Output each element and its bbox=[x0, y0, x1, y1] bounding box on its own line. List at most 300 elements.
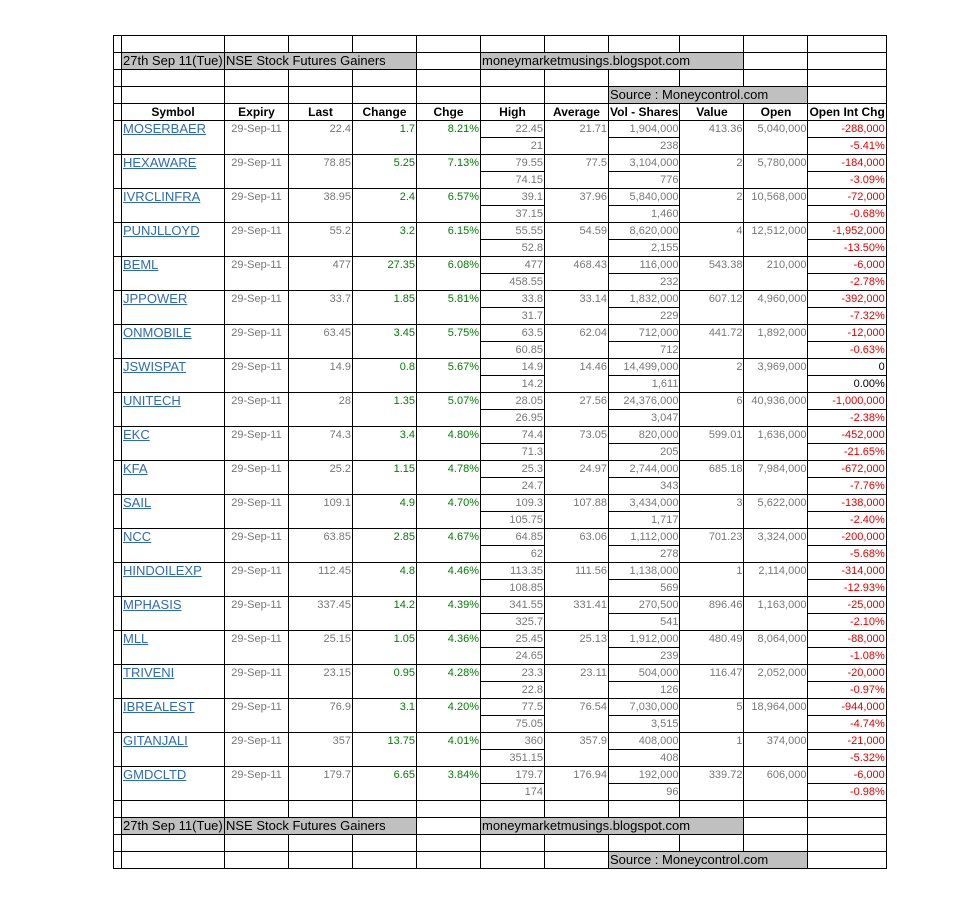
symbol-cell-blank bbox=[122, 206, 225, 223]
low-cell: 105.75 bbox=[481, 512, 545, 529]
blank-cell bbox=[289, 274, 353, 291]
vol-cell: 1,912,000 bbox=[609, 631, 680, 648]
oi-pct-cell: 0.00% bbox=[808, 376, 886, 393]
oi-pct-cell: -13.50% bbox=[808, 240, 886, 257]
average-cell: 331.41 bbox=[545, 597, 609, 614]
blank-cell bbox=[680, 784, 744, 801]
table-row-secondary bbox=[114, 274, 887, 291]
oi-change-cell: -72,000 bbox=[808, 189, 886, 206]
change-cell: 14.2 bbox=[353, 597, 417, 614]
average-cell: 37.96 bbox=[545, 189, 609, 206]
high-cell: 477 bbox=[481, 257, 545, 274]
empty-cell bbox=[680, 835, 744, 852]
vol-cell: 1,112,000 bbox=[609, 529, 680, 546]
symbol-cell bbox=[122, 325, 225, 342]
symbol-link[interactable]: NCC bbox=[123, 529, 152, 545]
open-cell: 374,000 bbox=[744, 733, 808, 750]
symbol-link[interactable]: MOSERBAER bbox=[123, 121, 207, 137]
vol-cell: 192,000 bbox=[609, 767, 680, 784]
expiry-cell: 29-Sep-11 bbox=[225, 631, 289, 648]
blank-cell bbox=[289, 206, 353, 223]
high-cell: 109.3 bbox=[481, 495, 545, 512]
table-row bbox=[114, 257, 887, 274]
symbol-link[interactable]: MLL bbox=[123, 631, 149, 647]
open-cell: 12,512,000 bbox=[744, 223, 808, 240]
spacer-cell bbox=[114, 495, 122, 512]
blank-cell bbox=[225, 750, 289, 767]
blank-cell bbox=[353, 716, 417, 733]
change-cell: 1.15 bbox=[353, 461, 417, 478]
expiry-cell: 29-Sep-11 bbox=[225, 257, 289, 274]
spacer-cell bbox=[114, 733, 122, 750]
symbol-link[interactable]: GMDCLTD bbox=[123, 767, 187, 783]
spacer-cell bbox=[114, 342, 122, 359]
oi-change-cell: -672,000 bbox=[808, 461, 886, 478]
vol-secondary-cell: 569 bbox=[609, 580, 680, 597]
symbol-link[interactable]: KFA bbox=[123, 461, 148, 477]
blank-cell bbox=[417, 512, 481, 529]
symbol-cell bbox=[122, 733, 225, 750]
table-row-secondary bbox=[114, 648, 887, 665]
table-row-secondary bbox=[114, 308, 887, 325]
chge-cell: 4.28% bbox=[417, 665, 481, 682]
high-cell: 28.05 bbox=[481, 393, 545, 410]
blank-cell bbox=[225, 580, 289, 597]
spacer-cell bbox=[114, 291, 122, 308]
blank-cell bbox=[744, 682, 808, 699]
vol-secondary-cell: 229 bbox=[609, 308, 680, 325]
blank-cell bbox=[289, 172, 353, 189]
oi-change-cell: -1,952,000 bbox=[808, 223, 886, 240]
table-row-secondary bbox=[114, 716, 887, 733]
symbol-cell bbox=[122, 121, 225, 138]
average-cell: 107.88 bbox=[545, 495, 609, 512]
value-cell: 2 bbox=[680, 359, 744, 376]
low-cell: 458.55 bbox=[481, 274, 545, 291]
empty-cell bbox=[481, 801, 545, 818]
symbol-link[interactable]: PUNJLLOYD bbox=[123, 223, 200, 239]
last-cell: 63.45 bbox=[289, 325, 353, 342]
symbol-link[interactable]: GITANJALI bbox=[123, 733, 188, 749]
symbol-link[interactable]: BEML bbox=[123, 257, 159, 273]
symbol-cell bbox=[122, 427, 225, 444]
table-row bbox=[114, 529, 887, 546]
table-row-secondary bbox=[114, 614, 887, 631]
footer-source-label: Source : Moneycontrol.com bbox=[609, 852, 808, 869]
symbol-link[interactable]: HINDOILEXP bbox=[123, 563, 202, 579]
column-header: Open bbox=[744, 104, 808, 121]
blank-cell bbox=[680, 240, 744, 257]
empty-cell bbox=[353, 835, 417, 852]
blank-cell bbox=[353, 614, 417, 631]
symbol-cell bbox=[122, 359, 225, 376]
symbol-link[interactable]: ONMOBILE bbox=[123, 325, 192, 341]
symbol-cell bbox=[122, 767, 225, 784]
spacer-cell bbox=[114, 172, 122, 189]
expiry-cell: 29-Sep-11 bbox=[225, 767, 289, 784]
blank-cell bbox=[289, 648, 353, 665]
symbol-cell-blank bbox=[122, 274, 225, 291]
open-cell: 210,000 bbox=[744, 257, 808, 274]
oi-pct-cell: -0.98% bbox=[808, 784, 886, 801]
table-row-secondary bbox=[114, 240, 887, 257]
symbol-link[interactable]: JPPOWER bbox=[123, 291, 188, 307]
oi-pct-cell: -12.93% bbox=[808, 580, 886, 597]
open-cell: 18,964,000 bbox=[744, 699, 808, 716]
value-cell: 599.01 bbox=[680, 427, 744, 444]
last-cell: 357 bbox=[289, 733, 353, 750]
symbol-cell-blank bbox=[122, 614, 225, 631]
blank-cell bbox=[680, 682, 744, 699]
last-cell: 33.7 bbox=[289, 291, 353, 308]
chge-cell: 6.08% bbox=[417, 257, 481, 274]
symbol-link[interactable]: IBREALEST bbox=[123, 699, 195, 715]
footer-date-label: 27th Sep 11(Tue) bbox=[123, 818, 223, 833]
low-cell: 325.7 bbox=[481, 614, 545, 631]
chge-cell: 4.01% bbox=[417, 733, 481, 750]
blank-cell bbox=[744, 750, 808, 767]
spacer-cell bbox=[114, 614, 122, 631]
empty-cell bbox=[808, 818, 886, 835]
low-cell: 62 bbox=[481, 546, 545, 563]
spacer-cell bbox=[114, 359, 122, 376]
low-cell: 14.2 bbox=[481, 376, 545, 393]
blank-cell bbox=[225, 716, 289, 733]
vol-cell: 1,138,000 bbox=[609, 563, 680, 580]
blank-cell bbox=[545, 444, 609, 461]
blank-cell bbox=[417, 308, 481, 325]
blank-cell bbox=[289, 376, 353, 393]
symbol-link[interactable]: SAIL bbox=[123, 495, 152, 511]
open-cell: 40,936,000 bbox=[744, 393, 808, 410]
blank-cell bbox=[289, 750, 353, 767]
vol-secondary-cell: 239 bbox=[609, 648, 680, 665]
blank-cell bbox=[545, 580, 609, 597]
spacer-cell bbox=[114, 767, 122, 784]
blank-cell bbox=[744, 648, 808, 665]
expiry-cell: 29-Sep-11 bbox=[225, 359, 289, 376]
expiry-cell: 29-Sep-11 bbox=[225, 563, 289, 580]
column-header: Open Int Chg bbox=[809, 105, 885, 119]
high-cell: 14.9 bbox=[481, 359, 545, 376]
symbol-cell bbox=[122, 495, 225, 512]
blank-cell bbox=[680, 546, 744, 563]
oi-change-cell: -314,000 bbox=[808, 563, 886, 580]
spacer-cell bbox=[114, 325, 122, 342]
chge-cell: 5.67% bbox=[417, 359, 481, 376]
blank-cell bbox=[289, 478, 353, 495]
blank-cell bbox=[289, 240, 353, 257]
vol-cell: 270,500 bbox=[609, 597, 680, 614]
oi-change-cell: -6,000 bbox=[808, 767, 886, 784]
open-cell: 3,969,000 bbox=[744, 359, 808, 376]
blank-cell bbox=[417, 682, 481, 699]
blank-cell bbox=[225, 546, 289, 563]
symbol-cell-blank bbox=[122, 172, 225, 189]
expiry-cell: 29-Sep-11 bbox=[225, 665, 289, 682]
symbol-link[interactable]: EKC bbox=[123, 427, 150, 443]
change-cell: 0.8 bbox=[353, 359, 417, 376]
open-cell: 2,114,000 bbox=[744, 563, 808, 580]
last-cell: 38.95 bbox=[289, 189, 353, 206]
blank-cell bbox=[289, 444, 353, 461]
empty-cell bbox=[114, 852, 122, 869]
average-cell: 21.71 bbox=[545, 121, 609, 138]
open-cell: 3,324,000 bbox=[744, 529, 808, 546]
blank-cell bbox=[417, 648, 481, 665]
blank-cell bbox=[225, 512, 289, 529]
change-cell: 1.05 bbox=[353, 631, 417, 648]
blank-cell bbox=[545, 614, 609, 631]
empty-cell bbox=[545, 835, 609, 852]
last-cell: 25.15 bbox=[289, 631, 353, 648]
last-cell: 63.85 bbox=[289, 529, 353, 546]
blank-cell bbox=[545, 716, 609, 733]
empty-cell bbox=[545, 852, 609, 869]
value-cell: 701.23 bbox=[680, 529, 744, 546]
symbol-link[interactable]: IVRCLINFRA bbox=[123, 189, 201, 205]
oi-change-cell: 0 bbox=[808, 359, 886, 376]
symbol-link[interactable]: MPHASIS bbox=[123, 597, 182, 613]
column-header: Value bbox=[680, 104, 744, 121]
table-row bbox=[114, 563, 887, 580]
blank-cell bbox=[680, 172, 744, 189]
blank-cell bbox=[545, 240, 609, 257]
last-cell: 28 bbox=[289, 393, 353, 410]
value-cell: 116.47 bbox=[680, 665, 744, 682]
blank-cell bbox=[353, 648, 417, 665]
oi-change-cell: -184,000 bbox=[808, 155, 886, 172]
table-row-secondary bbox=[114, 444, 887, 461]
blank-cell bbox=[680, 648, 744, 665]
average-cell: 468.43 bbox=[545, 257, 609, 274]
oi-change-cell: -944,000 bbox=[808, 699, 886, 716]
vol-secondary-cell: 541 bbox=[609, 614, 680, 631]
symbol-cell-blank bbox=[122, 138, 225, 155]
symbol-link[interactable]: JSWISPAT bbox=[123, 359, 187, 375]
blog-name: moneymarketmusings.blogspot.com bbox=[481, 53, 744, 70]
table-row-secondary bbox=[114, 376, 887, 393]
low-cell: 21 bbox=[481, 138, 545, 155]
open-cell: 5,040,000 bbox=[744, 121, 808, 138]
spacer-cell bbox=[114, 716, 122, 733]
blank-cell bbox=[744, 478, 808, 495]
average-cell: 76.54 bbox=[545, 699, 609, 716]
empty-cell bbox=[114, 818, 122, 835]
blank-cell bbox=[545, 546, 609, 563]
symbol-cell-blank bbox=[122, 648, 225, 665]
column-header: Symbol bbox=[122, 104, 225, 121]
blank-cell bbox=[545, 478, 609, 495]
spacer-cell bbox=[114, 750, 122, 767]
blank-cell bbox=[225, 682, 289, 699]
blank-cell bbox=[680, 444, 744, 461]
blank-cell bbox=[680, 580, 744, 597]
oi-change-cell: -452,000 bbox=[808, 427, 886, 444]
spacer-cell bbox=[114, 155, 122, 172]
last-cell: 23.15 bbox=[289, 665, 353, 682]
symbol-cell bbox=[122, 631, 225, 648]
blank-cell bbox=[225, 376, 289, 393]
spacer-cell bbox=[114, 393, 122, 410]
average-cell: 63.06 bbox=[545, 529, 609, 546]
blank-cell bbox=[417, 206, 481, 223]
symbol-cell-blank bbox=[122, 784, 225, 801]
blank-cell bbox=[545, 648, 609, 665]
oi-change-cell: -88,000 bbox=[808, 631, 886, 648]
blank-cell bbox=[353, 274, 417, 291]
chge-cell: 4.46% bbox=[417, 563, 481, 580]
table-row-secondary bbox=[114, 478, 887, 495]
blank-cell bbox=[289, 138, 353, 155]
last-cell: 477 bbox=[289, 257, 353, 274]
blank-cell bbox=[545, 172, 609, 189]
spacer-cell bbox=[114, 206, 122, 223]
blank-cell bbox=[353, 682, 417, 699]
blank-cell bbox=[744, 512, 808, 529]
table-row bbox=[114, 359, 887, 376]
table-row bbox=[114, 189, 887, 206]
oi-pct-cell: -0.68% bbox=[808, 206, 886, 223]
empty-cell bbox=[122, 835, 225, 852]
blank-cell bbox=[289, 682, 353, 699]
empty-cell bbox=[122, 852, 225, 869]
spacer-cell bbox=[114, 410, 122, 427]
high-cell: 63.5 bbox=[481, 325, 545, 342]
vol-secondary-cell: 776 bbox=[609, 172, 680, 189]
chge-cell: 5.75% bbox=[417, 325, 481, 342]
low-cell: 60.85 bbox=[481, 342, 545, 359]
average-cell: 176.94 bbox=[545, 767, 609, 784]
table-row bbox=[114, 291, 887, 308]
symbol-cell bbox=[122, 155, 225, 172]
chge-cell: 5.07% bbox=[417, 393, 481, 410]
symbol-cell bbox=[122, 529, 225, 546]
average-cell: 111.56 bbox=[545, 563, 609, 580]
symbol-cell-blank bbox=[122, 410, 225, 427]
change-cell: 3.4 bbox=[353, 427, 417, 444]
vol-secondary-cell: 232 bbox=[609, 274, 680, 291]
spacer-cell bbox=[114, 121, 122, 138]
blank-cell bbox=[289, 308, 353, 325]
spacer-cell bbox=[114, 631, 122, 648]
vol-secondary-cell: 238 bbox=[609, 138, 680, 155]
oi-change-cell: -25,000 bbox=[808, 597, 886, 614]
change-cell: 6.65 bbox=[353, 767, 417, 784]
open-cell: 606,000 bbox=[744, 767, 808, 784]
table-row bbox=[114, 223, 887, 240]
blank-cell bbox=[225, 648, 289, 665]
average-cell: 73.05 bbox=[545, 427, 609, 444]
table-row bbox=[114, 461, 887, 478]
spacer-cell bbox=[114, 189, 122, 206]
table-row bbox=[114, 495, 887, 512]
table-row bbox=[114, 631, 887, 648]
empty-cell bbox=[417, 818, 481, 835]
spacer-cell bbox=[114, 427, 122, 444]
vol-cell: 5,840,000 bbox=[609, 189, 680, 206]
average-cell: 33.14 bbox=[545, 291, 609, 308]
symbol-cell bbox=[122, 461, 225, 478]
chge-cell: 4.39% bbox=[417, 597, 481, 614]
blank-cell bbox=[417, 376, 481, 393]
blank-cell bbox=[353, 750, 417, 767]
blank-cell bbox=[680, 138, 744, 155]
symbol-cell bbox=[122, 597, 225, 614]
blank-cell bbox=[289, 614, 353, 631]
oi-change-cell: -6,000 bbox=[808, 257, 886, 274]
blank-cell bbox=[744, 580, 808, 597]
blank-cell bbox=[417, 342, 481, 359]
blank-cell bbox=[353, 308, 417, 325]
spacer-cell bbox=[114, 563, 122, 580]
vol-cell: 1,832,000 bbox=[609, 291, 680, 308]
column-header: Last bbox=[289, 104, 353, 121]
report-title: NSE Stock Futures Gainers bbox=[225, 53, 417, 70]
symbol-link[interactable]: UNITECH bbox=[123, 393, 181, 409]
oi-pct-cell: -0.63% bbox=[808, 342, 886, 359]
spacer-cell bbox=[114, 648, 122, 665]
expiry-cell: 29-Sep-11 bbox=[225, 223, 289, 240]
blank-cell bbox=[744, 546, 808, 563]
vol-secondary-cell: 278 bbox=[609, 546, 680, 563]
oi-pct-cell: -7.32% bbox=[808, 308, 886, 325]
last-cell: 112.45 bbox=[289, 563, 353, 580]
chge-cell: 8.21% bbox=[417, 121, 481, 138]
value-cell: 339.72 bbox=[680, 767, 744, 784]
spacer-cell bbox=[114, 138, 122, 155]
blank-cell bbox=[225, 274, 289, 291]
value-cell: 4 bbox=[680, 223, 744, 240]
empty-cell bbox=[680, 801, 744, 818]
last-cell: 78.85 bbox=[289, 155, 353, 172]
blank-cell bbox=[680, 478, 744, 495]
blank-cell bbox=[744, 172, 808, 189]
chge-cell: 6.57% bbox=[417, 189, 481, 206]
symbol-cell bbox=[122, 223, 225, 240]
blank-cell bbox=[680, 308, 744, 325]
empty-cell bbox=[545, 801, 609, 818]
oi-pct-cell: -5.32% bbox=[808, 750, 886, 767]
symbol-cell-blank bbox=[122, 716, 225, 733]
symbol-link[interactable]: TRIVENI bbox=[123, 665, 175, 681]
high-cell: 179.7 bbox=[481, 767, 545, 784]
blank-cell bbox=[744, 342, 808, 359]
blank-cell bbox=[545, 274, 609, 291]
change-cell: 3.45 bbox=[353, 325, 417, 342]
value-cell: 6 bbox=[680, 393, 744, 410]
blank-cell bbox=[680, 750, 744, 767]
blank-cell bbox=[225, 342, 289, 359]
blank-cell bbox=[417, 274, 481, 291]
expiry-cell: 29-Sep-11 bbox=[225, 597, 289, 614]
blank-cell bbox=[744, 376, 808, 393]
blank-cell bbox=[353, 342, 417, 359]
symbol-cell bbox=[122, 189, 225, 206]
value-cell: 441.72 bbox=[680, 325, 744, 342]
change-cell: 2.4 bbox=[353, 189, 417, 206]
value-cell: 480.49 bbox=[680, 631, 744, 648]
blank-cell bbox=[225, 478, 289, 495]
spacer-cell bbox=[114, 512, 122, 529]
blank-cell bbox=[353, 138, 417, 155]
oi-pct-cell: -5.41% bbox=[808, 138, 886, 155]
blank-cell bbox=[680, 716, 744, 733]
blank-cell bbox=[744, 274, 808, 291]
symbol-link[interactable]: HEXAWARE bbox=[123, 155, 197, 171]
blank-cell bbox=[417, 546, 481, 563]
average-cell: 24.97 bbox=[545, 461, 609, 478]
